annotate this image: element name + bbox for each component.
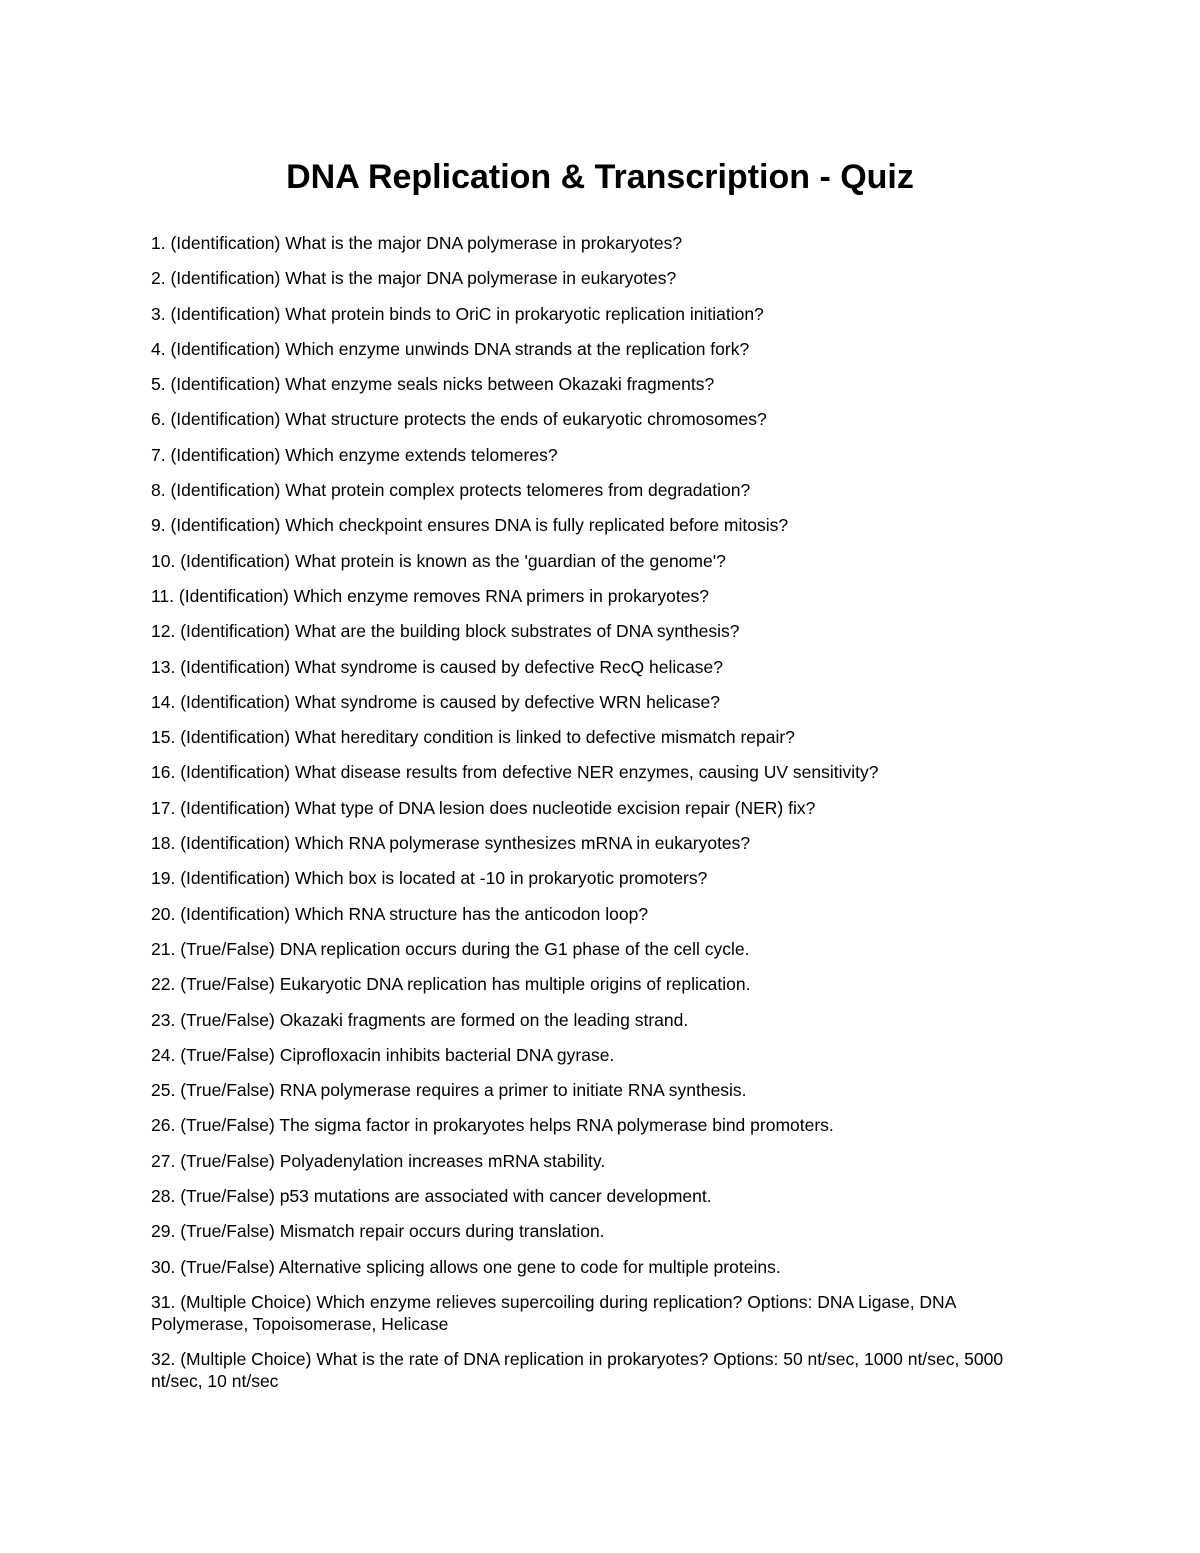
question-item: 24. (True/False) Ciprofloxacin inhibits bacterial DNA gyrase. <box>151 1044 615 1065</box>
question-item: 4. (Identification) Which enzyme unwinds DNA strands at the replication fork? <box>151 338 750 359</box>
question-item: 13. (Identification) What syndrome is caused by defective RecQ helicase? <box>151 656 723 677</box>
question-item: 5. (Identification) What enzyme seals nicks between Okazaki fragments? <box>151 374 715 395</box>
question-item: 27. (True/False) Polyadenylation increases mRNA stability. <box>151 1150 606 1171</box>
question-item: 29. (True/False) Mismatch repair occurs during translation. <box>151 1221 605 1242</box>
question-item: 6. (Identification) What structure protects the ends of eukaryotic chromosomes? <box>151 409 767 430</box>
question-item: 16. (Identification) What disease results from defective NER enzymes, causing UV sensitivity? <box>151 762 879 783</box>
question-item: 8. (Identification) What protein complex protects telomeres from degradation? <box>151 480 751 501</box>
question-list <box>151 232 1031 1406</box>
question-item: 23. (True/False) Okazaki fragments are formed on the leading strand. <box>151 1009 689 1030</box>
question-item: 12. (Identification) What are the building block substrates of DNA synthesis? <box>151 621 740 642</box>
question-item: 9. (Identification) Which checkpoint ensures DNA is fully replicated before mitosis? <box>151 515 789 536</box>
question-item: 22. (True/False) Eukaryotic DNA replication has multiple origins of replication. <box>151 974 751 995</box>
question-item: 20. (Identification) Which RNA structure has the anticodon loop? <box>151 903 649 924</box>
question-item: 28. (True/False) p53 mutations are associated with cancer development. <box>151 1186 712 1207</box>
question-item: 30. (True/False) Alternative splicing allows one gene to code for multiple proteins. <box>151 1256 781 1277</box>
question-item: 1. (Identification) What is the major DNA polymerase in prokaryotes? <box>151 233 683 253</box>
question-item: 25. (True/False) RNA polymerase requires a primer to initiate RNA synthesis. <box>151 1080 747 1101</box>
question-item: 31. (Multiple Choice) Which enzyme relieves supercoiling during replication? Options: DNA Ligase, DNA Polymerase, Topoisomerase, Helicase <box>151 1291 956 1334</box>
question-item: 18. (Identification) Which RNA polymerase synthesizes mRNA in eukaryotes? <box>151 833 751 854</box>
question-item: 10. (Identification) What protein is known as the 'guardian of the genome'? <box>151 550 726 571</box>
question-item: 2. (Identification) What is the major DNA polymerase in eukaryotes? <box>151 268 677 289</box>
question-item: 3. (Identification) What protein binds to OriC in prokaryotic replication initiation? <box>151 303 764 324</box>
question-item: 7. (Identification) Which enzyme extends telomeres? <box>151 444 558 465</box>
page-title: DNA Replication & Transcription - Quiz <box>286 158 914 196</box>
question-item: 19. (Identification) Which box is located at -10 in prokaryotic promoters? <box>151 868 708 889</box>
question-item: 11. (Identification) Which enzyme removes RNA primers in prokaryotes? <box>151 585 709 606</box>
question-item: 15. (Identification) What hereditary condition is linked to defective mismatch repair? <box>151 727 795 748</box>
question-item: 32. (Multiple Choice) What is the rate of DNA replication in prokaryotes? Options: 50 nt/sec, 1000 nt/sec, 5000 nt/sec, 10 nt/sec <box>151 1349 1004 1392</box>
question-item: 26. (True/False) The sigma factor in prokaryotes helps RNA polymerase bind promoters. <box>151 1115 834 1136</box>
question-item: 14. (Identification) What syndrome is caused by defective WRN helicase? <box>151 691 721 712</box>
question-item: 21. (True/False) DNA replication occurs during the G1 phase of the cell cycle. <box>151 938 750 959</box>
question-item: 17. (Identification) What type of DNA lesion does nucleotide excision repair (NER) fix? <box>151 797 816 818</box>
